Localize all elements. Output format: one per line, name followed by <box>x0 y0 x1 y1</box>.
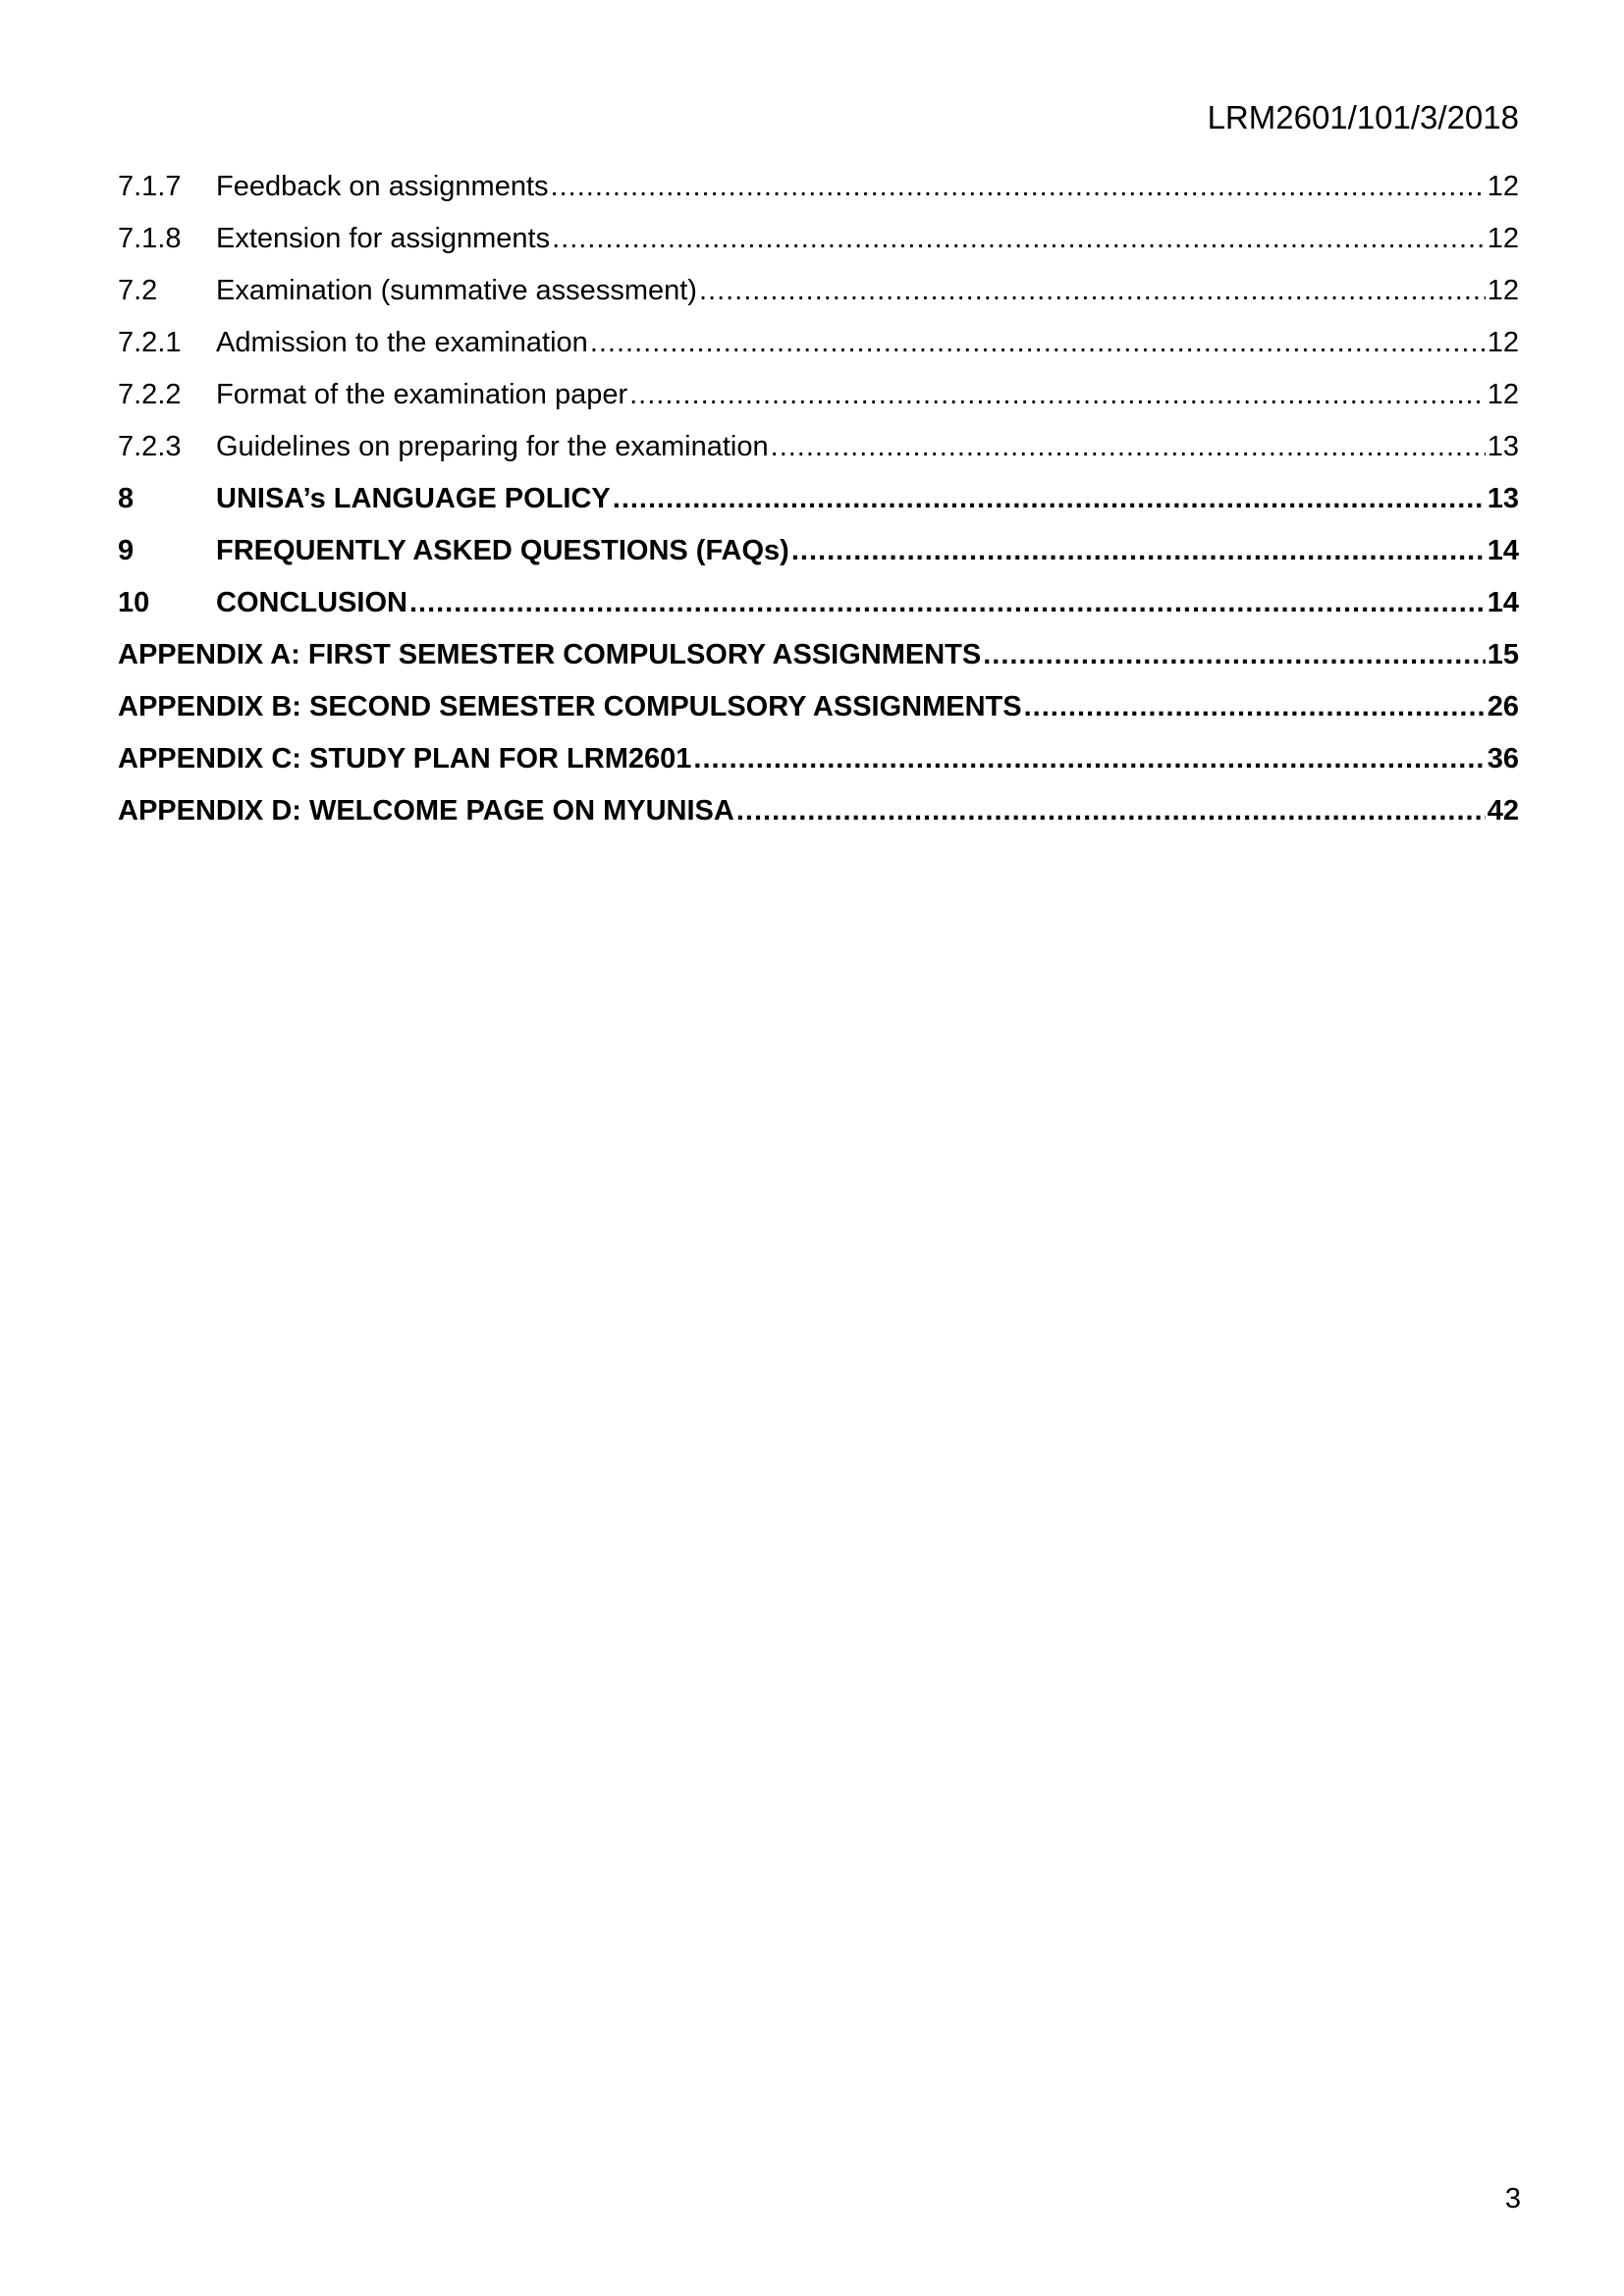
toc-entry-number: 10 <box>118 587 150 618</box>
toc-entry-number: 7.1.8 <box>118 223 182 254</box>
toc-entry-title: UNISA’s LANGUAGE POLICY <box>216 483 611 514</box>
dot-leader <box>771 427 1486 466</box>
document-code: LRM2601/101/3/2018 <box>1207 99 1519 135</box>
dot-leader <box>551 167 1486 206</box>
toc-entry-page: 36 <box>1487 743 1519 774</box>
page-number: 3 <box>1504 2183 1521 2215</box>
toc-entry-title: Admission to the examination <box>216 327 588 358</box>
toc-entry-page: 13 <box>1487 431 1519 462</box>
toc-entry-page: 12 <box>1487 379 1519 410</box>
toc-entry-title: APPENDIX B: SECOND SEMESTER COMPULSORY ASSIGNMENTS <box>118 691 1022 722</box>
toc-entry-title: Format of the examination paper <box>216 379 628 410</box>
toc-entry-page: 14 <box>1487 587 1519 618</box>
toc-entry-page: 15 <box>1487 639 1519 670</box>
dot-leader <box>590 323 1486 362</box>
dot-leader <box>409 583 1486 622</box>
toc-entry <box>118 479 1519 531</box>
dot-leader <box>736 791 1486 830</box>
toc-entry-number: 9 <box>118 535 135 566</box>
toc-entry-number: 7.2.2 <box>118 379 182 410</box>
toc-entry-page: 12 <box>1487 275 1519 306</box>
toc-entry-title: Extension for assignments <box>216 223 551 254</box>
toc-entry <box>118 739 1519 791</box>
toc-entry <box>118 583 1519 635</box>
toc-entry-page: 12 <box>1487 223 1519 254</box>
toc-entry-page: 26 <box>1487 691 1519 722</box>
toc-entry <box>118 427 1519 479</box>
table-of-contents <box>118 167 1519 843</box>
toc-entry-title: Guidelines on preparing for the examination <box>216 431 769 462</box>
toc-entry <box>118 323 1519 375</box>
toc-entry <box>118 375 1519 427</box>
toc-entry-title: FREQUENTLY ASKED QUESTIONS (FAQs) <box>216 535 789 566</box>
toc-entry-title: CONCLUSION <box>216 587 407 618</box>
dot-leader <box>693 739 1485 778</box>
dot-leader <box>699 271 1486 310</box>
toc-entry <box>118 219 1519 271</box>
toc-entry <box>118 635 1519 687</box>
toc-entry-page: 42 <box>1487 795 1519 827</box>
toc-entry <box>118 271 1519 323</box>
dot-leader <box>1024 687 1486 726</box>
toc-entry-title: APPENDIX D: WELCOME PAGE ON MYUNISA <box>118 795 734 827</box>
dot-leader <box>983 635 1486 674</box>
toc-entry-page: 12 <box>1487 327 1519 358</box>
toc-entry-title: Feedback on assignments <box>216 171 549 202</box>
dot-leader <box>552 219 1486 258</box>
toc-entry <box>118 167 1519 219</box>
dot-leader <box>629 375 1486 414</box>
toc-entry <box>118 531 1519 583</box>
dot-leader <box>791 531 1486 570</box>
toc-entry-number: 7.2.3 <box>118 431 182 462</box>
dot-leader <box>613 479 1486 518</box>
toc-entry <box>118 791 1519 843</box>
toc-entry-page: 14 <box>1487 535 1519 566</box>
toc-entry-title: Examination (summative assessment) <box>216 275 697 306</box>
toc-entry-page: 12 <box>1487 171 1519 202</box>
toc-entry-number: 7.2 <box>118 275 158 306</box>
toc-entry-title: APPENDIX A: FIRST SEMESTER COMPULSORY ASSIGNMENTS <box>118 639 982 670</box>
toc-entry-number: 7.1.7 <box>118 171 182 202</box>
toc-entry-number: 7.2.1 <box>118 327 182 358</box>
toc-entry <box>118 687 1519 739</box>
toc-entry-number: 8 <box>118 483 135 514</box>
toc-entry-title: APPENDIX C: STUDY PLAN FOR LRM2601 <box>118 743 692 774</box>
toc-entry-page: 13 <box>1487 483 1519 514</box>
